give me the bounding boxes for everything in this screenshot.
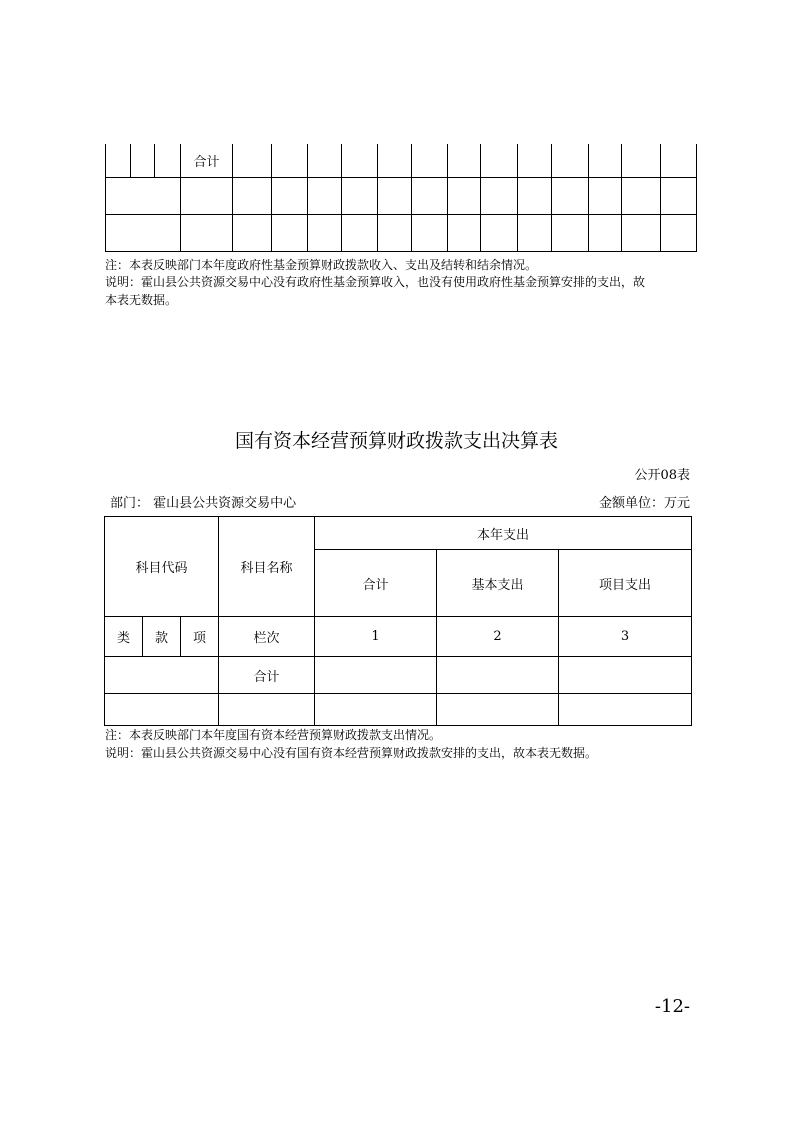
table-cell bbox=[272, 144, 308, 177]
table-cell bbox=[412, 177, 448, 214]
table-cell bbox=[233, 144, 272, 177]
table-cell bbox=[105, 657, 219, 694]
table-cell bbox=[378, 214, 412, 251]
kuan-cell: 款 bbox=[143, 617, 181, 657]
table-cell bbox=[181, 214, 233, 251]
table-cell bbox=[518, 144, 552, 177]
subject-code-header: 科目代码 bbox=[105, 517, 219, 617]
table-cell bbox=[272, 214, 308, 251]
total-label-cell: 合计 bbox=[181, 144, 233, 177]
department-label: 部门： 霍山县公共资源交易中心 bbox=[110, 496, 297, 511]
top-table-explanation bbox=[105, 273, 705, 309]
table-cell bbox=[559, 694, 692, 726]
table-header-row bbox=[105, 517, 692, 550]
table-cell bbox=[622, 144, 661, 177]
lei-cell: 类 bbox=[105, 617, 143, 657]
table-cell bbox=[272, 177, 308, 214]
top-continuation-table bbox=[105, 144, 697, 252]
amount-unit-label: 金额单位：万元 bbox=[598, 496, 690, 511]
table-cell bbox=[552, 177, 589, 214]
table-row bbox=[105, 657, 692, 694]
table-cell bbox=[155, 144, 181, 177]
table-cell bbox=[181, 177, 233, 214]
table-cell bbox=[308, 144, 342, 177]
table-cell bbox=[233, 177, 272, 214]
table-cell bbox=[589, 177, 622, 214]
table-cell bbox=[412, 144, 448, 177]
table-cell bbox=[437, 694, 559, 726]
table-cell bbox=[661, 214, 697, 251]
table-number: 公开08表 bbox=[634, 468, 690, 483]
total-header: 合计 bbox=[315, 550, 437, 617]
table-cell bbox=[412, 214, 448, 251]
table-cell bbox=[518, 177, 552, 214]
table-cell bbox=[552, 144, 589, 177]
table-title: 国有资本经营预算财政拨款支出决算表 bbox=[234, 430, 558, 452]
table-cell bbox=[342, 144, 378, 177]
page-number: -12- bbox=[654, 996, 690, 1017]
table-cell bbox=[481, 177, 518, 214]
table-cell bbox=[106, 177, 181, 214]
explanation-line: 说明：霍山县公共资源交易中心没有政府性基金预算收入，也没有使用政府性基金预算安排的支出，故 bbox=[105, 275, 646, 289]
table-cell bbox=[448, 144, 481, 177]
table-cell bbox=[131, 144, 155, 177]
project-expense-header: 项目支出 bbox=[559, 550, 692, 617]
xiang-cell: 项 bbox=[181, 617, 219, 657]
column-number-cell: 1 bbox=[315, 617, 437, 657]
top-table-note: 注：本表反映部门本年度政府性基金预算财政拨款收入、支出及结转和结余情况。 bbox=[105, 258, 538, 272]
table-cell bbox=[661, 177, 697, 214]
basic-expense-header: 基本支出 bbox=[437, 550, 559, 617]
table-cell bbox=[342, 214, 378, 251]
table-cell bbox=[552, 214, 589, 251]
column-number-cell: 2 bbox=[437, 617, 559, 657]
table-row bbox=[106, 144, 697, 177]
table-cell bbox=[437, 657, 559, 694]
table-cell bbox=[518, 214, 552, 251]
table-cell bbox=[661, 144, 697, 177]
lanci-cell: 栏次 bbox=[219, 617, 315, 657]
table-cell bbox=[308, 214, 342, 251]
table-cell bbox=[378, 177, 412, 214]
table-cell bbox=[308, 177, 342, 214]
table-cell bbox=[315, 694, 437, 726]
table-cell bbox=[106, 214, 181, 251]
table-cell bbox=[622, 177, 661, 214]
table-cell bbox=[448, 177, 481, 214]
state-capital-expense-table bbox=[104, 516, 692, 726]
table-row bbox=[106, 177, 697, 214]
table-cell bbox=[219, 694, 315, 726]
table-row bbox=[105, 617, 692, 657]
subject-name-header: 科目名称 bbox=[219, 517, 315, 617]
table-cell bbox=[481, 214, 518, 251]
table-cell bbox=[378, 144, 412, 177]
table-note: 注：本表反映部门本年度国有资本经营预算财政拨款支出情况。 bbox=[105, 728, 442, 742]
table-cell bbox=[233, 214, 272, 251]
table-cell bbox=[106, 144, 131, 177]
current-year-expense-header: 本年支出 bbox=[315, 517, 692, 550]
table-cell bbox=[342, 177, 378, 214]
total-row-label: 合计 bbox=[219, 657, 315, 694]
table-cell bbox=[622, 214, 661, 251]
table-explanation: 说明：霍山县公共资源交易中心没有国有资本经营预算财政拨款安排的支出，故本表无数据。 bbox=[105, 746, 598, 760]
table-cell bbox=[589, 144, 622, 177]
table-cell bbox=[315, 657, 437, 694]
table-cell bbox=[481, 144, 518, 177]
table-row bbox=[105, 694, 692, 726]
table-cell bbox=[448, 214, 481, 251]
column-number-cell: 3 bbox=[559, 617, 692, 657]
explanation-line: 本表无数据。 bbox=[105, 293, 178, 307]
table-cell bbox=[589, 214, 622, 251]
table-cell bbox=[105, 694, 219, 726]
table-row bbox=[106, 214, 697, 251]
table-cell bbox=[559, 657, 692, 694]
